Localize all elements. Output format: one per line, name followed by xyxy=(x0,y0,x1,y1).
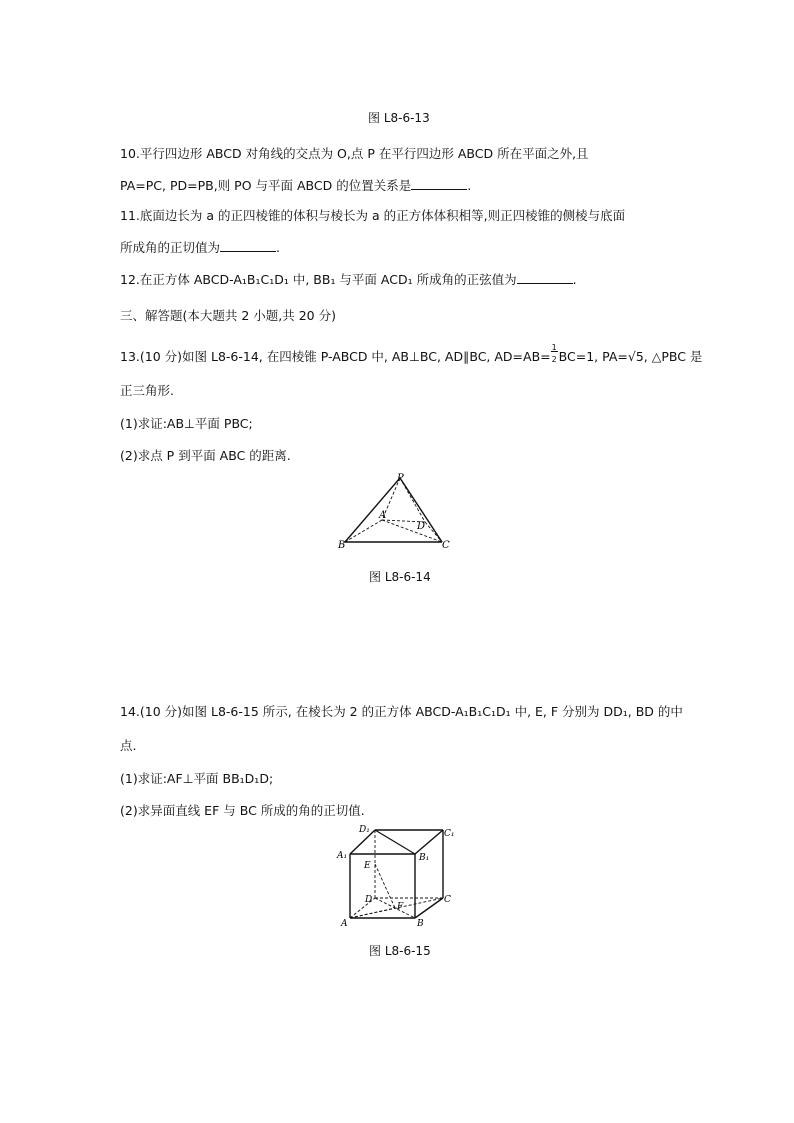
label-E: E xyxy=(364,861,371,871)
q14-line2: 点. xyxy=(120,738,137,753)
q12-text: 12.在正方体 ABCD-A₁B₁C₁D₁ 中, BB₁ 与平面 ACD₁ 所成角的正弦值为 xyxy=(120,272,517,287)
label-P: P xyxy=(397,473,404,484)
figure-14-caption: 图 L8-6-14 xyxy=(369,570,431,584)
label-F: F xyxy=(397,902,404,912)
label-C: C xyxy=(444,895,451,905)
label-D: D xyxy=(365,895,373,905)
figure-13-caption: 图 L8-6-13 xyxy=(368,111,430,125)
cube-figure xyxy=(335,820,460,932)
q10-line2-end: . xyxy=(467,178,472,193)
label-C: C xyxy=(442,540,450,551)
label-B1: B₁ xyxy=(419,853,430,863)
q12-end: . xyxy=(572,272,577,287)
label-B: B xyxy=(338,540,346,551)
q13-part2: (2)求点 P 到平面 ABC 的距离. xyxy=(120,448,291,463)
q10-answer-blank xyxy=(411,177,467,190)
q14-part1: (1)求证:AF⊥平面 BB₁D₁D; xyxy=(120,771,274,786)
label-A: A xyxy=(379,510,387,521)
label-A1: A₁ xyxy=(337,851,348,861)
q10-line2 xyxy=(120,177,471,194)
label-A: A xyxy=(341,919,348,929)
q13-part1: (1)求证:AB⊥平面 PBC; xyxy=(120,416,253,431)
q13-line2: 正三角形. xyxy=(120,383,174,398)
q12-answer-blank xyxy=(517,271,573,284)
q14-part2: (2)求异面直线 EF 与 BC 所成的角的正切值. xyxy=(120,803,365,818)
label-D: D xyxy=(417,521,426,532)
q10-line1: 10.平行四边形 ABCD 对角线的交点为 O,点 P 在平行四边形 ABCD 所在平面之外,且 xyxy=(120,146,589,161)
q11-line2-end: . xyxy=(276,240,280,255)
label-C1: C₁ xyxy=(444,829,455,839)
q13-line1-text-cont: BC=1, PA=√5, △PBC 是 xyxy=(558,349,703,364)
q11-line2-text: 所成角的正切值为 xyxy=(120,240,221,255)
q11-line1: 11.底面边长为 a 的正四棱锥的体积与棱长为 a 的正方体体积相等,则正四棱锥的侧棱与底面 xyxy=(120,208,626,223)
section-3-heading: 三、解答题(本大题共 2 小题,共 20 分) xyxy=(120,308,336,323)
q11-line2 xyxy=(120,239,280,256)
pyramid-figure xyxy=(335,470,460,555)
q10-line2-text: PA=PC, PD=PB,则 PO 与平面 ABCD 的位置关系是 xyxy=(120,178,412,193)
fraction-one-half xyxy=(551,343,559,364)
label-B: B xyxy=(417,919,424,929)
q13-line1 xyxy=(120,343,703,365)
figure-15-caption: 图 L8-6-15 xyxy=(369,944,431,958)
q13-line1-text: 13.(10 分)如图 L8-6-14, 在四棱锥 P-ABCD 中, AB⊥BC, AD∥BC, AD=AB= xyxy=(120,349,551,364)
q11-answer-blank xyxy=(220,239,276,252)
fraction-denominator: 2 xyxy=(551,355,557,364)
q14-line1: 14.(10 分)如图 L8-6-15 所示, 在棱长为 2 的正方体 ABCD-A₁B₁C₁D₁ 中, E, F 分别为 DD₁, BD 的中 xyxy=(120,704,683,719)
q12-line xyxy=(120,271,577,288)
label-D1: D₁ xyxy=(359,825,370,835)
fraction-numerator: 1 xyxy=(551,343,557,352)
